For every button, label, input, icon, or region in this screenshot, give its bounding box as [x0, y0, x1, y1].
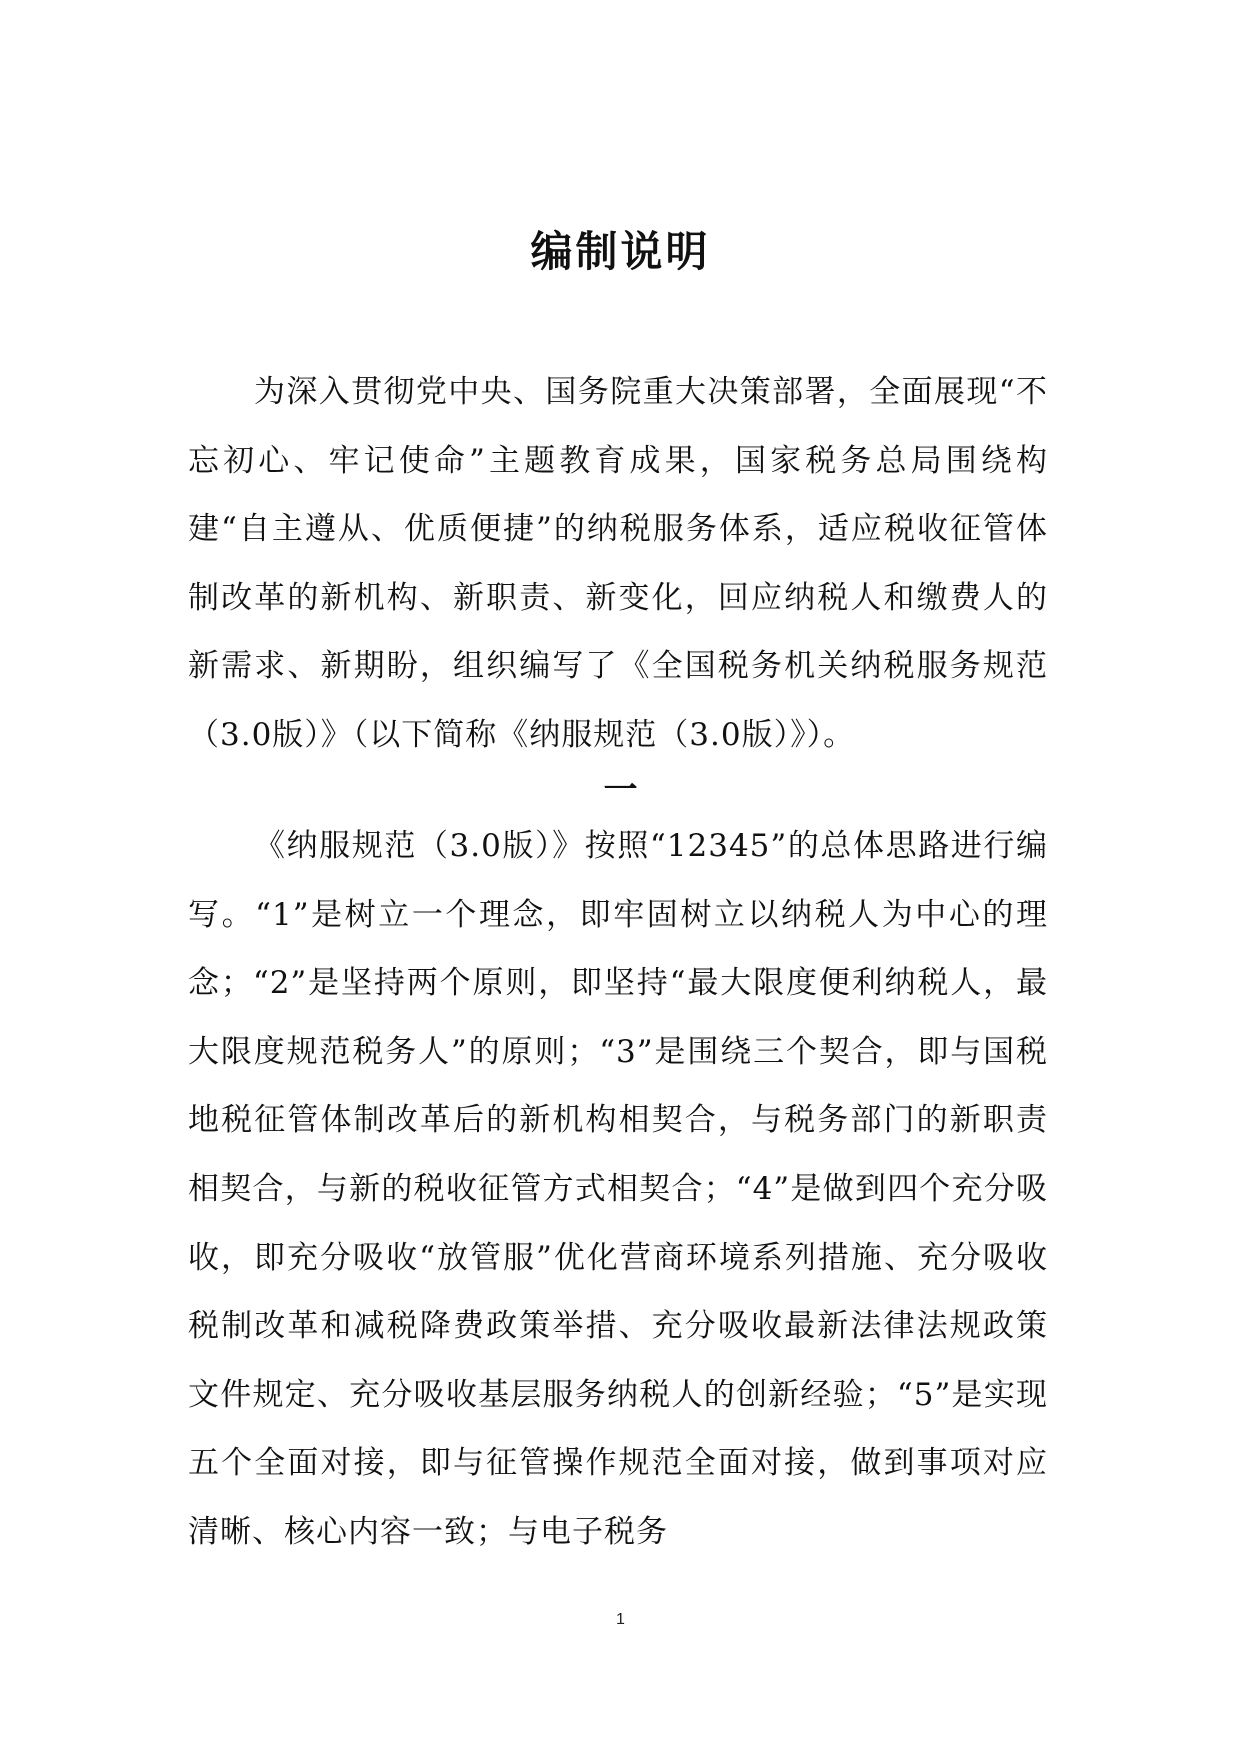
- page-title: 编制说明: [530, 227, 711, 276]
- intro-paragraph: 为深入贯彻党中央、国务院重大决策部署，全面展现“不忘初心、牢记使命”主题教育成果，国家税务总局围绕构建“自主遵从、优质便捷”的纳税服务体系，适应税收征管体制改革的新机构、新职责、新变化，回应纳税人和缴费人的新需求、新期盼，组织编写了《全国税务机关纳税服务规范（3.0版）》（以下简称《纳服规范（3.0版）》）。: [188, 374, 1048, 753]
- body-paragraph: 《纳服规范（3.0版）》按照“12345”的总体思路进行编写。“1”是树立一个理念，即牢固树立以纳税人为中心的理念；“2”是坚持两个原则，即坚持“最大限度便利纳税人，最大限度规范税务人”的原则；“3”是围绕三个契合，即与国税地税征管体制改革后的新机构相契合，与税务部门的新职责相契合，与新的税收征管方式相契合；“4”是做到四个充分吸收，即充分吸收“放管服”优化营商环境系列措施、充分吸收税制改革和减税降费政策举措、充分吸收最新法律法规政策文件规定、充分吸收基层服务纳税人的创新经验；“5”是实现五个全面对接，即与征管操作规范全面对接，做到事项对应清晰、核心内容一致；与电子税务: [188, 828, 1048, 1550]
- page-number: 1: [616, 1611, 625, 1628]
- section-number: 一: [603, 770, 638, 810]
